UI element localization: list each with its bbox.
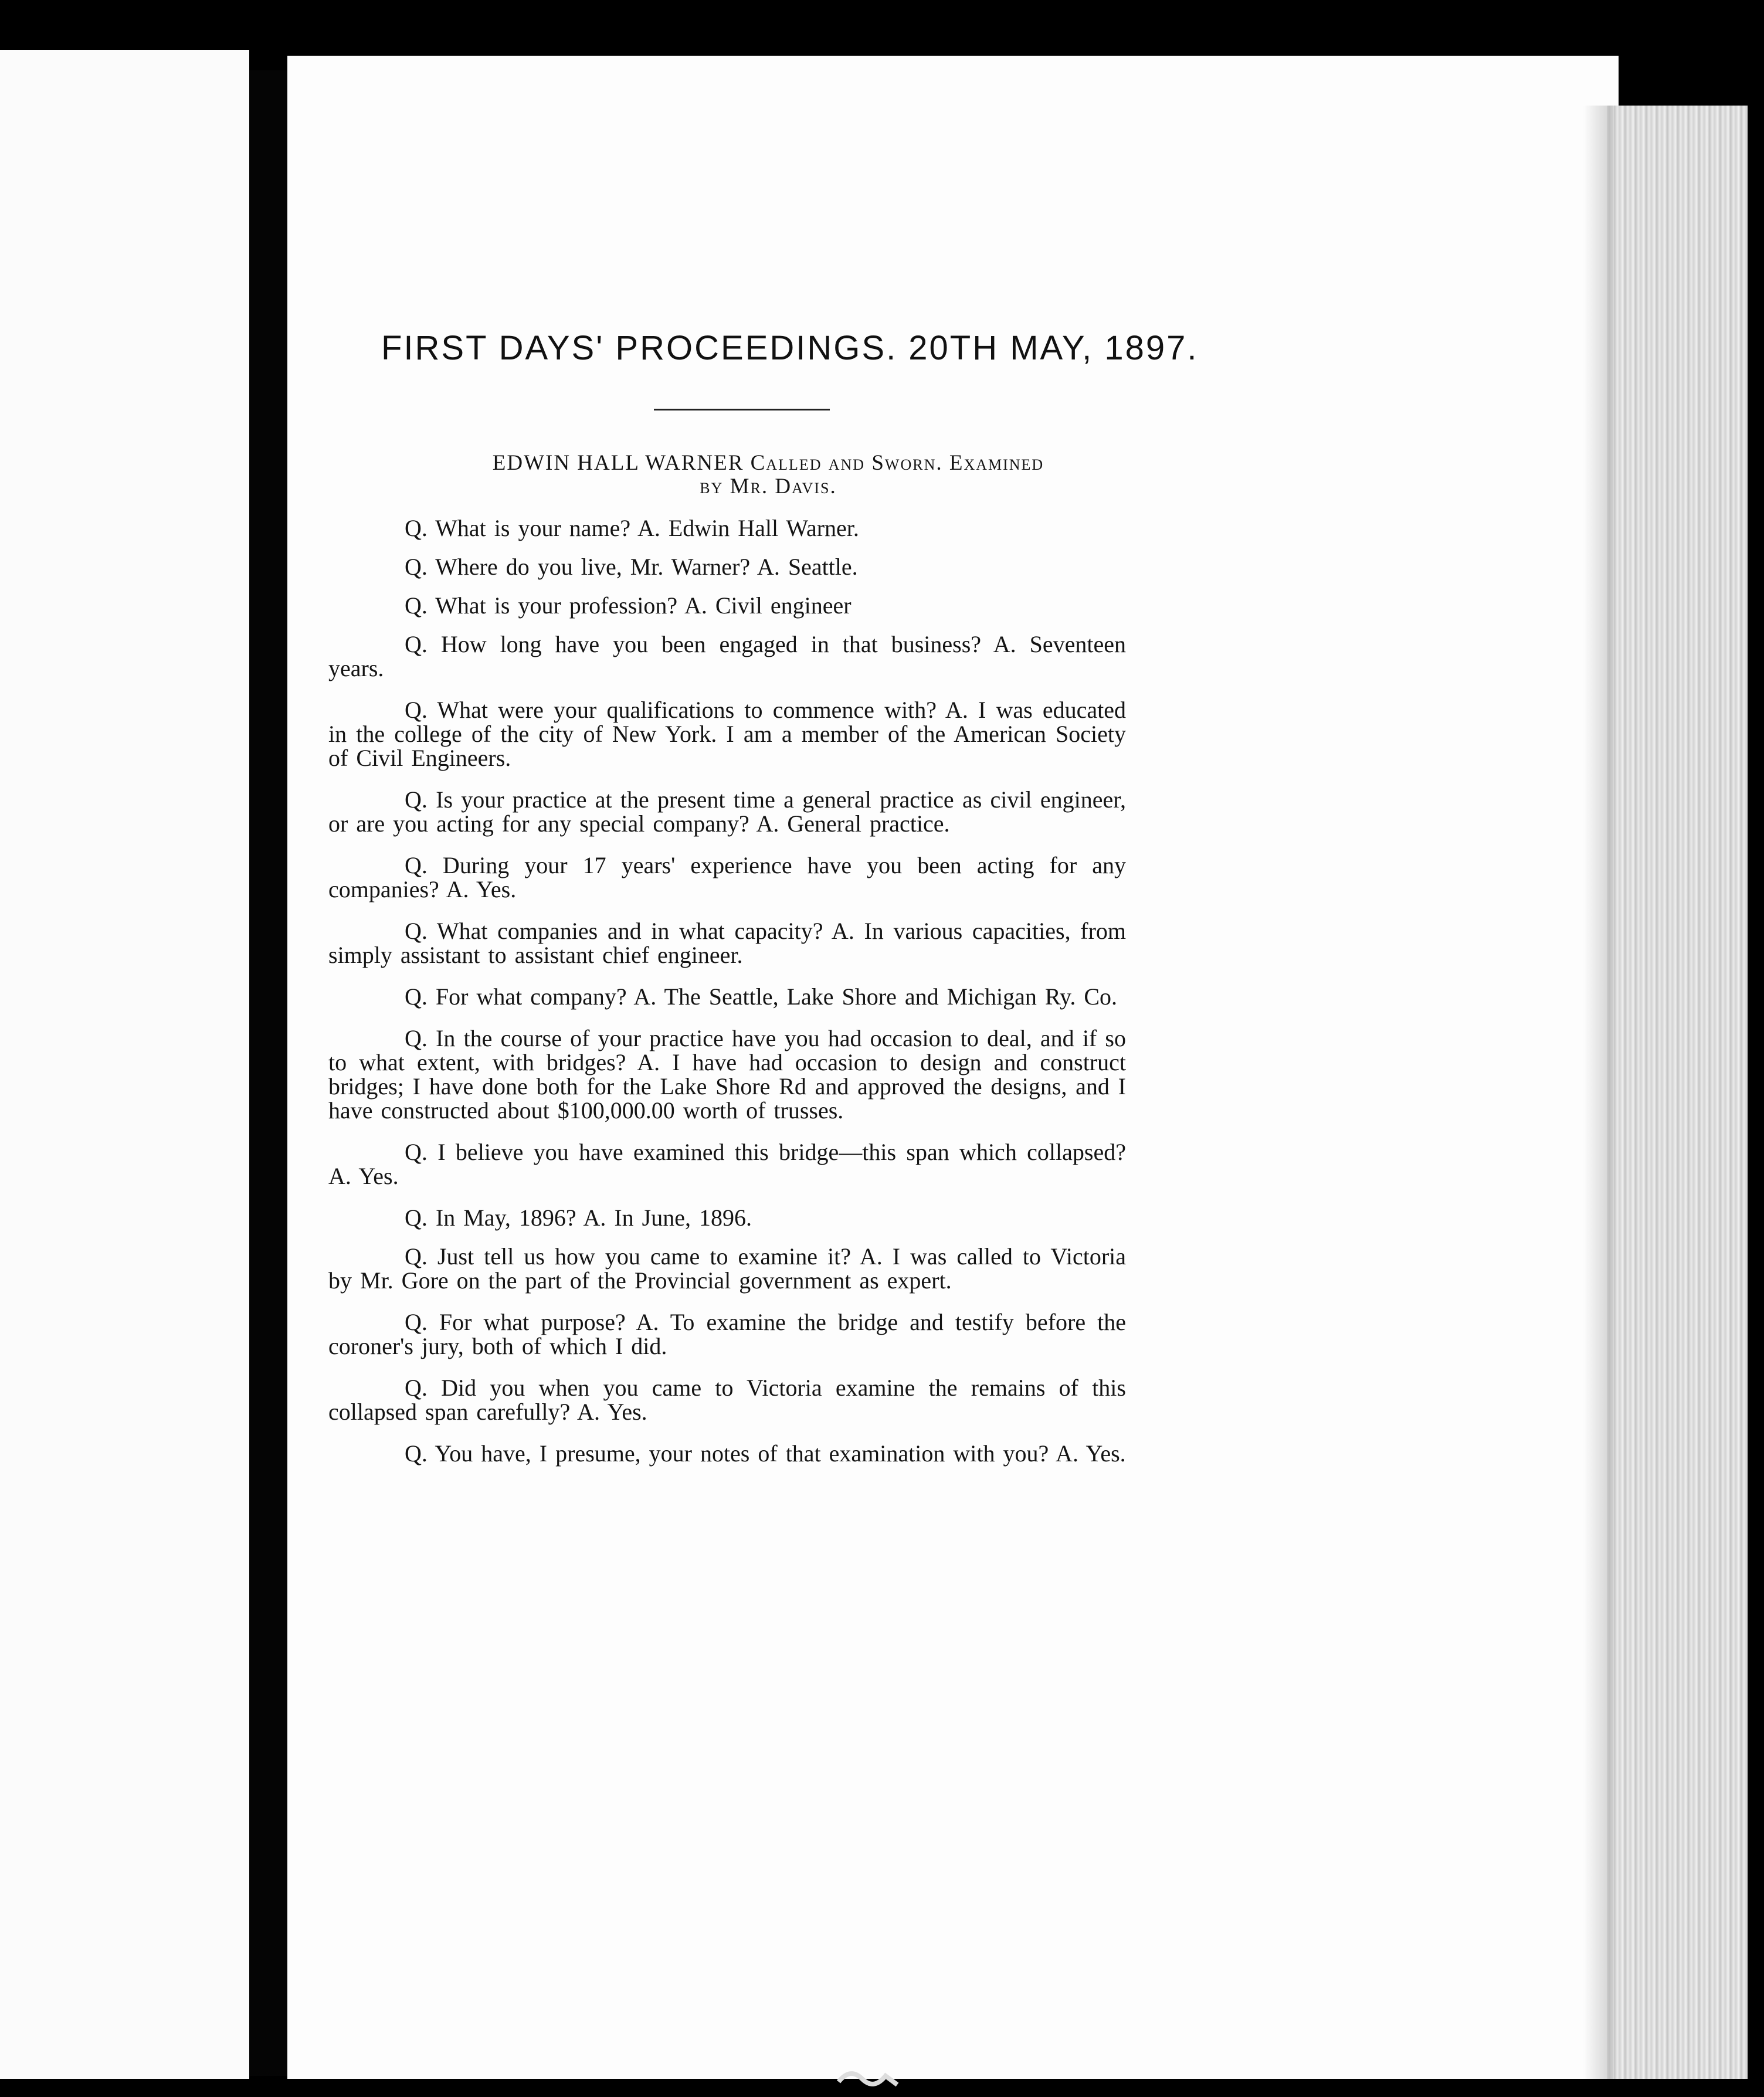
qa-list [328,516,1126,1465]
qa-paragraph: Q. You have, I presume, your notes of that examination with you? A. Yes. [405,1440,1126,1467]
qa-paragraph: Q. Where do you live, Mr. Warner? A. Seattle. [405,554,858,580]
qa-paragraph: Q. During your 17 years' experience have you been acting for any companies? A. Yes. [328,852,1126,902]
witness-name: EDWIN HALL WARNER [492,451,744,475]
scan-artifact-mark [833,2064,903,2093]
left-page [0,50,249,2079]
qa-paragraph: Q. In the course of your practice have you had occasion to deal, and if so to what extent, with bridges? A. I have had occasion to design and construct bridges; I have done both for the Lake Shore Rd and approved the designs, and I have constructed about $100,000.00 worth of trusses. [328,1025,1126,1124]
qa-paragraph: Q. In May, 1896? A. In June, 1896. [405,1204,752,1231]
qa-paragraph: Q. What is your name? A. Edwin Hall Warner. [405,515,859,541]
qa-paragraph: Q. Is your practice at the present time a general practice as civil engineer, or are you acting for any special company? A. General practice. [328,786,1126,837]
page-header: FIRST DAYS' PROCEEDINGS. 20TH MAY, 1897. [381,329,1199,367]
qa-paragraph: Q. What is your profession? A. Civil engineer [405,592,852,619]
page-edges [1607,106,1748,2079]
qa-paragraph: Q. What companies and in what capacity? A. In various capacities, from simply assistant to assistant chief engineer. [328,918,1126,968]
qa-paragraph: Q. For what purpose? A. To examine the bridge and testify before the coroner's jury, both of which I did. [328,1309,1126,1359]
page-edge-shadow [1583,106,1613,2079]
qa-paragraph: Q. For what company? A. The Seattle, Lake Shore and Michigan Ry. Co. [405,983,1118,1010]
qa-paragraph: Q. Did you when you came to Victoria examine the remains of this collapsed span carefully? A. Yes. [328,1375,1126,1425]
witness-heading [387,452,1149,498]
book-gutter [249,70,287,2076]
witness-heading-rest: Called and Sworn. Examined [750,451,1044,475]
witness-heading-line2: by Mr. Davis. [700,474,837,498]
header-rule [654,409,830,410]
qa-paragraph: Q. How long have you been engaged in that business? A. Seventeen years. [328,631,1126,681]
qa-paragraph: Q. I believe you have examined this bridge—this span which collapsed? A. Yes. [328,1139,1126,1189]
qa-paragraph: Q. What were your qualifications to commence with? A. I was educated in the college of the city of New York. I am a member of the American Society of Civil Engineers. [328,697,1126,771]
qa-paragraph: Q. Just tell us how you came to examine it? A. I was called to Victoria by Mr. Gore on the part of the Provincial government as expert. [328,1243,1126,1294]
page-text [328,328,1199,1483]
